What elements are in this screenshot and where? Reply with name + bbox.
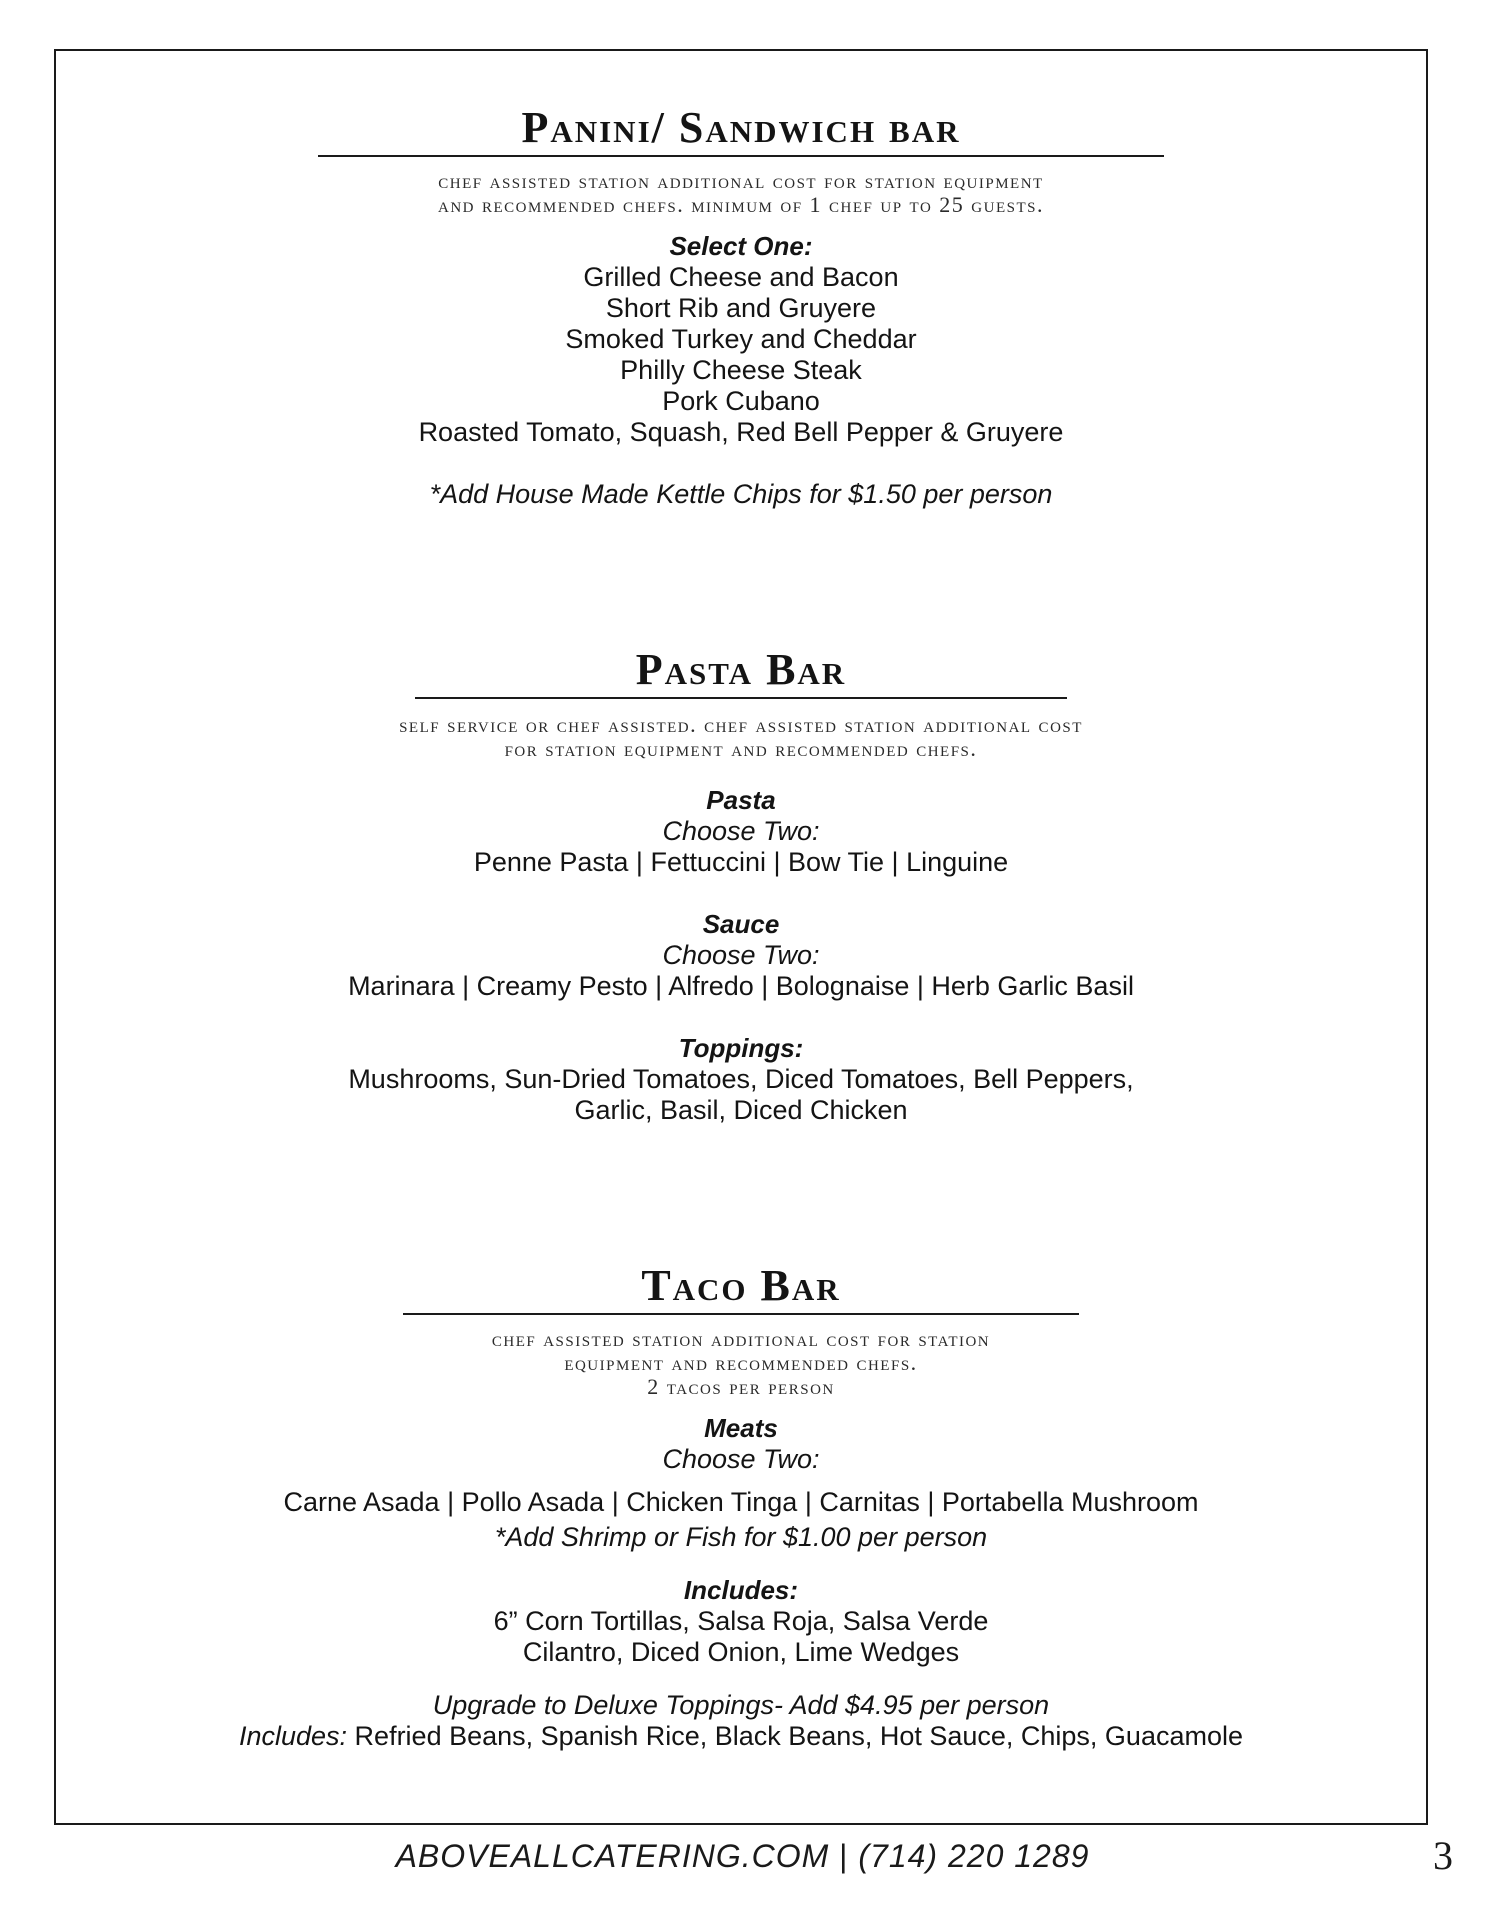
pasta-title: Pasta Bar <box>635 645 847 694</box>
panini-item: Roasted Tomato, Squash, Red Bell Pepper & Gruyere <box>418 417 1064 447</box>
footer <box>0 1838 1485 1875</box>
pasta-subtitle-line: for station equipment and recommended chefs. <box>504 736 978 761</box>
toppings-line: Mushrooms, Sun-Dried Tomatoes, Diced Tomatoes, Bell Peppers, <box>348 1064 1134 1094</box>
panini-item: Pork Cubano <box>662 386 820 416</box>
panini-select-label: Select One: <box>669 231 813 261</box>
meats-addon-note: *Add Shrimp or Fish for $1.00 per person <box>494 1522 988 1552</box>
pasta-subtitle-line: self service or chef assisted. chef assisted station additional cost <box>399 712 1083 737</box>
taco-title: Taco Bar <box>641 1261 841 1310</box>
taco-section <box>56 1261 1426 1752</box>
page-number: 3 <box>1433 1833 1453 1878</box>
toppings-heading: Toppings: <box>678 1033 804 1063</box>
panini-subtitle-line: and recommended chefs. minimum of 1 chef up to 25 guests. <box>438 192 1044 217</box>
upgrade-includes-items: Refried Beans, Spanish Rice, Black Beans, Hot Sauce, Chips, Guacamole <box>347 1721 1244 1751</box>
sauce-options: Marinara | Creamy Pesto | Alfredo | Bolognaise | Herb Garlic Basil <box>348 971 1134 1001</box>
panini-item: Short Rib and Gruyere <box>605 293 877 323</box>
includes-line: Cilantro, Diced Onion, Lime Wedges <box>522 1637 960 1667</box>
pasta-options: Penne Pasta | Fettuccini | Bow Tie | Linguine <box>473 847 1009 877</box>
taco-subtitle-line: equipment and recommended chefs. <box>564 1350 918 1375</box>
sauce-heading: Sauce <box>702 909 780 939</box>
pasta-heading: Pasta <box>706 785 776 815</box>
meats-options: Carne Asada | Pollo Asada | Chicken Tinga | Carnitas | Portabella Mushroom <box>283 1487 1199 1517</box>
panini-section <box>56 103 1426 510</box>
footer-website[interactable]: ABOVEALLCATERING.COM <box>395 1838 830 1874</box>
upgrade-includes-label: Includes: <box>238 1721 348 1751</box>
upgrade-includes <box>56 1721 1426 1752</box>
panini-item: Philly Cheese Steak <box>620 355 862 385</box>
footer-separator: | <box>829 1838 859 1874</box>
taco-subtitle-line: chef assisted station additional cost for station <box>491 1326 991 1351</box>
taco-title-rule <box>403 1313 1079 1315</box>
includes-heading: Includes: <box>683 1575 799 1605</box>
panini-title-rule <box>318 155 1164 157</box>
pasta-title-rule <box>415 697 1067 699</box>
pasta-subtitle <box>56 713 1426 761</box>
meats-heading: Meats <box>704 1413 778 1443</box>
sauce-choose-label: Choose Two: <box>662 940 820 970</box>
footer-phone[interactable]: (714) 220 1289 <box>858 1838 1090 1874</box>
panini-addon-note: *Add House Made Kettle Chips for $1.50 per person <box>429 479 1053 509</box>
panini-title: Panini/ Sandwich bar <box>521 103 961 152</box>
taco-subtitle <box>56 1327 1426 1399</box>
menu-page-frame <box>54 49 1428 1825</box>
panini-subtitle <box>56 169 1426 217</box>
includes-line: 6” Corn Tortillas, Salsa Roja, Salsa Verde <box>493 1606 989 1636</box>
taco-subtitle-line: 2 tacos per person <box>647 1374 835 1399</box>
meats-choose-label: Choose Two: <box>662 1444 820 1474</box>
panini-item: Smoked Turkey and Cheddar <box>565 324 917 354</box>
toppings-line: Garlic, Basil, Diced Chicken <box>574 1095 908 1125</box>
pasta-choose-label: Choose Two: <box>662 816 820 846</box>
upgrade-note: Upgrade to Deluxe Toppings- Add $4.95 per person <box>432 1690 1050 1720</box>
pasta-section <box>56 645 1426 1126</box>
panini-subtitle-line: chef assisted station additional cost for station equipment <box>438 168 1044 193</box>
panini-item: Grilled Cheese and Bacon <box>583 262 899 292</box>
